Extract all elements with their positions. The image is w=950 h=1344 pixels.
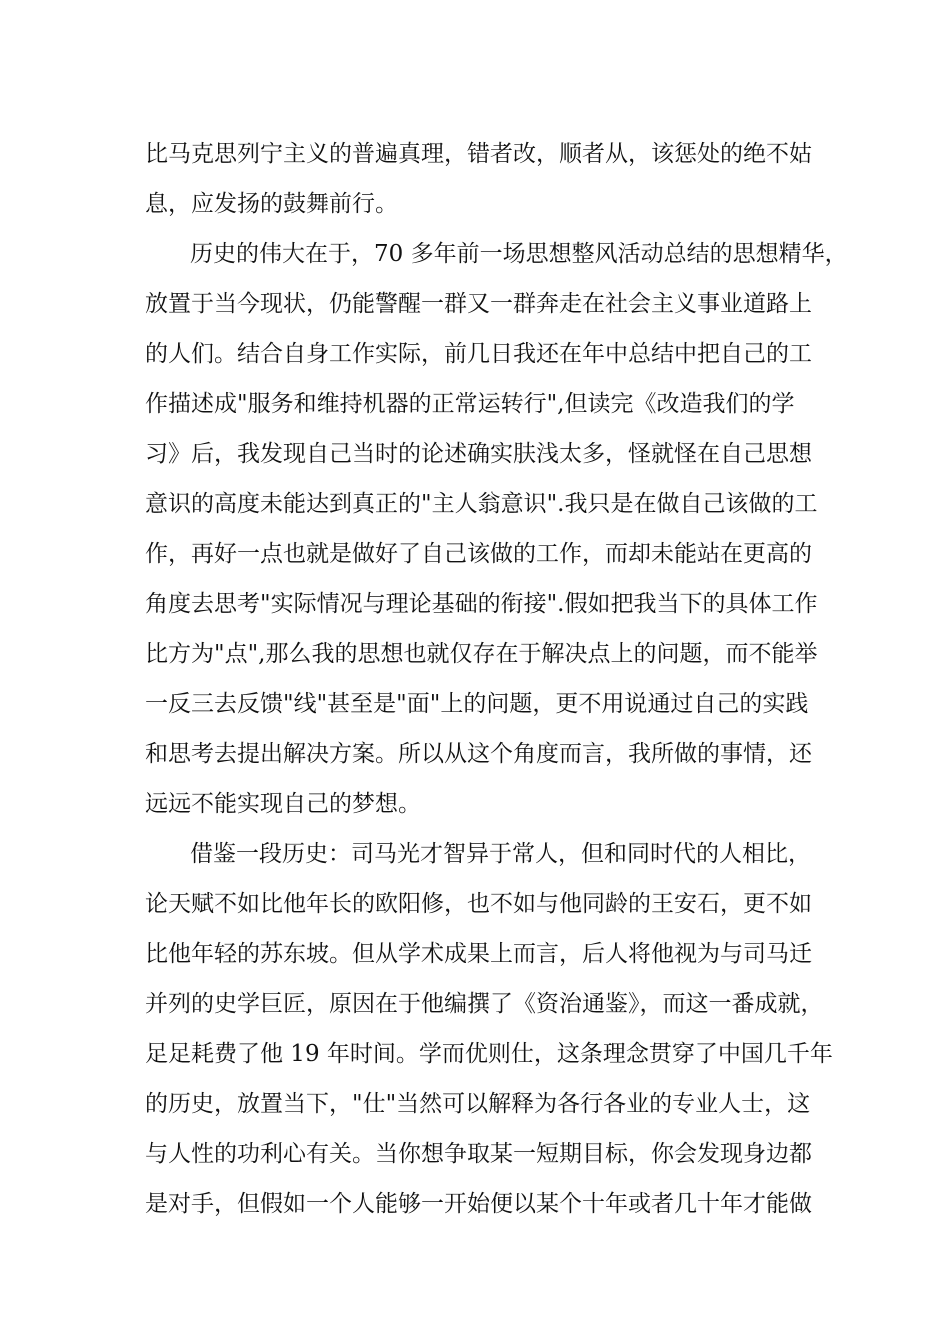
text-line: 角度去思考"实际情况与理论基础的衔接".假如把我当下的具体工作	[145, 591, 818, 617]
text-line: 与人性的功利心有关。当你想争取某一短期目标，你会发现身边都	[145, 1141, 812, 1167]
text-line: 放置于当今现状，仍能警醒一群又一群奔走在社会主义事业道路上	[145, 291, 812, 317]
text-line: 并列的史学巨匠，原因在于他编撰了《资治通鉴》，而这一番成就，	[145, 991, 824, 1017]
text-line: 比他年轻的苏东坡。但从学术成果上而言，后人将他视为与司马迁	[145, 941, 812, 967]
text-line: 比方为"点",那么我的思想也就仅存在于解决点上的问题，而不能举	[145, 641, 818, 667]
text-line: 一反三去反馈"线"甚至是"面"上的问题，更不用说通过自己的实践	[145, 691, 809, 717]
text-line: 意识的高度未能达到真正的"主人翁意识".我只是在做自己该做的工	[145, 491, 818, 517]
text-line: 习》后，我发现自己当时的论述确实肤浅太多，怪就怪在自己思想	[145, 441, 812, 467]
text-line: 作，再好一点也就是做好了自己该做的工作，而却未能站在更高的	[145, 541, 812, 567]
paragraph-start-line: 历史的伟大在于，70 多年前一场思想整风活动总结的思想精华，	[190, 241, 848, 267]
text-line: 的历史，放置当下，"仕"当然可以解释为各行各业的专业人士，这	[145, 1091, 811, 1117]
text-line: 远远不能实现自己的梦想。	[145, 791, 421, 817]
text-line: 论天赋不如比他年长的欧阳修，也不如与他同龄的王安石，更不如	[145, 891, 812, 917]
text-line: 的人们。结合自身工作实际，前几日我还在年中总结中把自己的工	[145, 341, 812, 367]
text-line: 和思考去提出解决方案。所以从这个角度而言，我所做的事情，还	[145, 741, 812, 767]
text-line: 作描述成"服务和维持机器的正常运转行",但读完《改造我们的学	[145, 391, 795, 417]
paragraph-start-line: 借鉴一段历史：司马光才智异于常人，但和同时代的人相比，	[190, 841, 811, 867]
text-line: 息，应发扬的鼓舞前行。	[145, 191, 398, 217]
text-line: 是对手，但假如一个人能够一开始便以某个十年或者几十年才能做	[145, 1191, 812, 1217]
text-line: 比马克思列宁主义的普遍真理，错者改，顺者从，该惩处的绝不姑	[145, 141, 812, 167]
text-line: 足足耗费了他 19 年时间。学而优则仕，这条理念贯穿了中国几千年	[145, 1041, 833, 1067]
